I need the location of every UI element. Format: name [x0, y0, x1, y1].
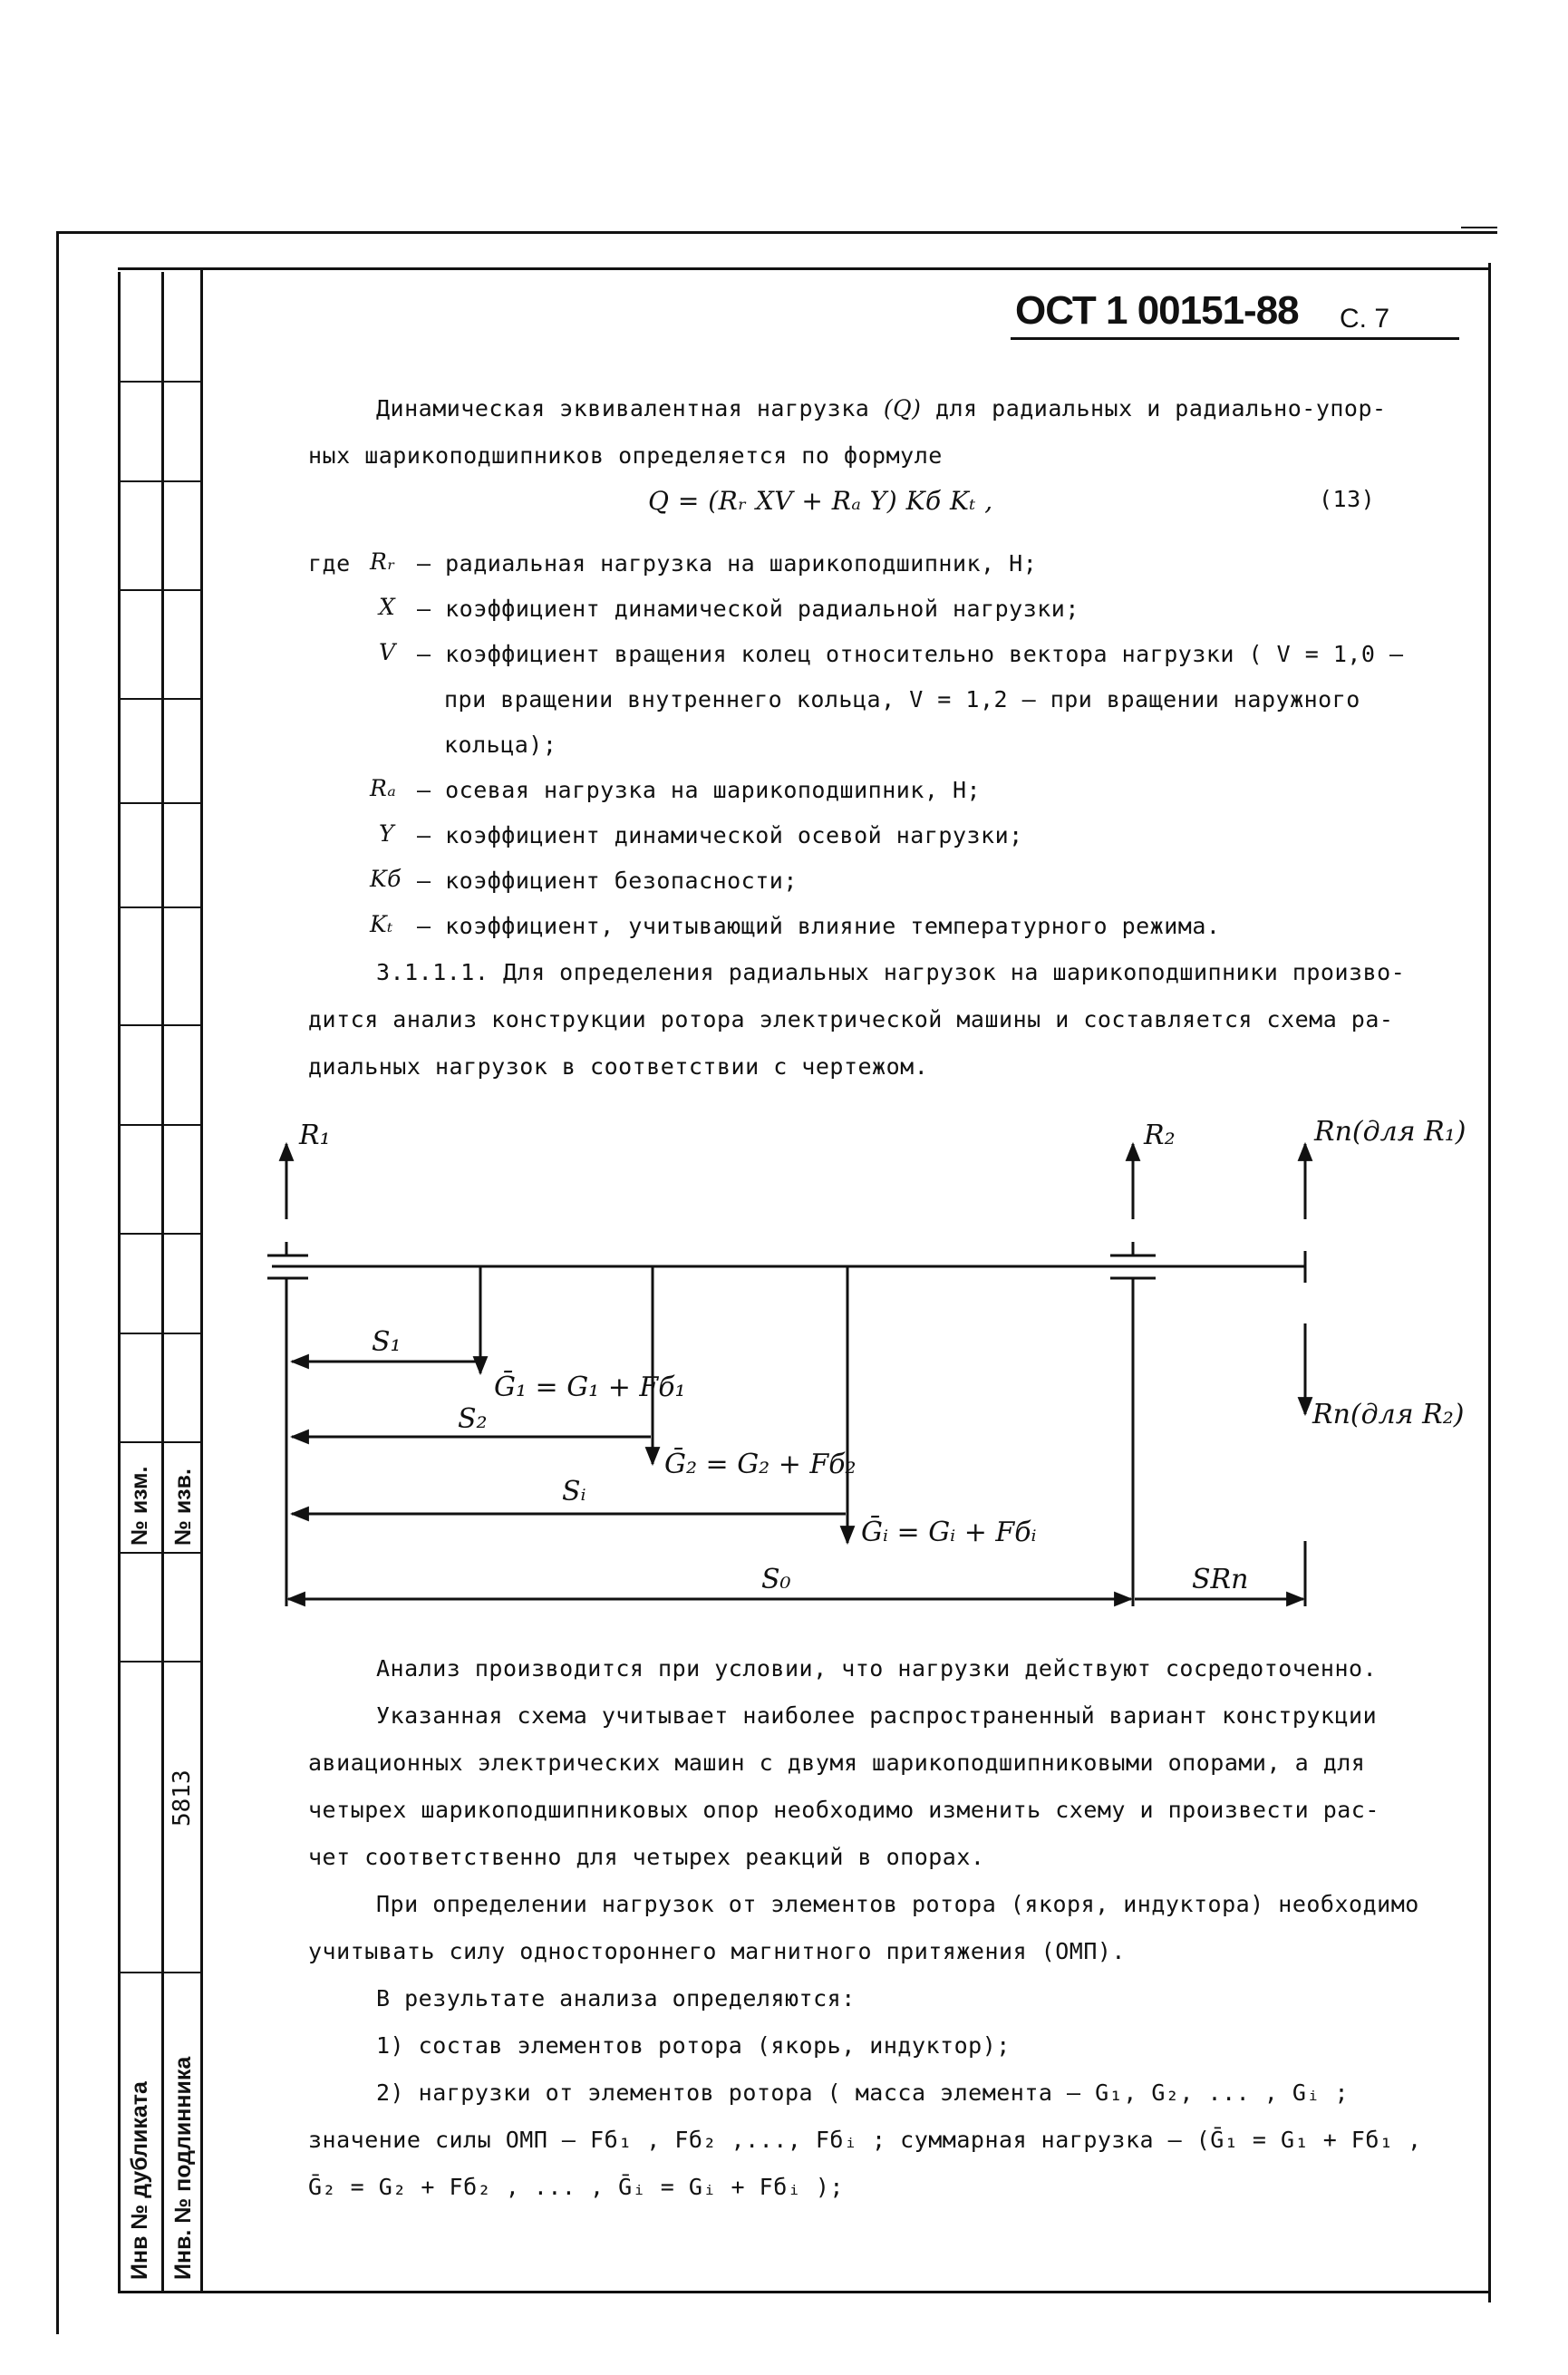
def-text-kb: – коэффициент безопасности;: [417, 868, 798, 894]
formula-13: Q = (Rᵣ XV + Rₐ Y) Kб Kₜ ,: [648, 486, 993, 516]
side-inv-podl-label: Инв. № подлинника: [170, 2056, 196, 2280]
after-line-10: 2) нагрузки от элементов ротора ( масса элемента – G₁, G₂, ... , Gᵢ ;: [376, 2079, 1350, 2106]
after-line-4: четырех шарикоподшипниковых опор необходимо изменить схему и произвести рас-: [308, 1797, 1379, 1823]
after-line-9: 1) состав элементов ротора (якорь, индуктор);: [376, 2032, 1011, 2059]
para-3111-line-3: диальных нагрузок в соответствии с чертежом.: [308, 1053, 929, 1080]
label-g1: Ḡ₁ = G₁ + Fб₁: [494, 1372, 686, 1403]
page-number: С. 7: [1340, 304, 1390, 334]
after-line-6: При определении нагрузок от элементов ротора (якоря, индуктора) необходимо: [376, 1891, 1419, 1917]
side-number: 5813: [169, 1769, 196, 1827]
document-code: ОСТ 1 00151-88: [1015, 288, 1299, 333]
intro-symbol-q: (Q): [883, 395, 922, 422]
label-g2: Ḡ₂ = G₂ + Fб₂: [664, 1449, 857, 1480]
after-line-1: Анализ производится при условии, что нагрузки действуют сосредоточенно.: [376, 1655, 1378, 1682]
after-line-3: авиационных электрических машин с двумя шарикоподшипниковыми опорами, а для: [308, 1750, 1366, 1776]
def-sym-rr: Rᵣ: [370, 548, 396, 575]
def-text-v-cont2: кольца);: [444, 732, 557, 758]
def-sym-kb: Kб: [370, 866, 402, 892]
side-inv-dubl-label: Инв № дубликата: [127, 2081, 152, 2280]
label-r1: R₁: [299, 1120, 331, 1151]
intro-line-2: ных шарикоподшипников определяется по формуле: [308, 442, 943, 469]
def-text-v-cont1: при вращении внутреннего кольца, V = 1,2 – при вращении наружного: [444, 686, 1360, 712]
def-text-y: – коэффициент динамической осевой нагрузки;: [417, 822, 1023, 848]
def-sym-ra: Rₐ: [370, 775, 397, 801]
label-si: Sᵢ: [562, 1476, 586, 1507]
def-text-x: – коэффициент динамической радиальной нагрузки;: [417, 596, 1079, 622]
para-3111-line-2: дится анализ конструкции ротора электрической машины и составляется схема ра-: [308, 1006, 1394, 1032]
label-s0: S₀: [761, 1564, 791, 1595]
side-izv-label: № изв.: [170, 1469, 196, 1546]
after-line-12: Ḡ₂ = G₂ + Fб₂ , ... , Ḡᵢ = Gᵢ + Fбᵢ );: [308, 2174, 844, 2200]
label-rp1: Rп(для R₁): [1314, 1116, 1466, 1148]
intro-text-a: Динамическая эквивалентная нагрузка: [376, 395, 870, 422]
after-line-2: Указанная схема учитывает наиболее распространенный вариант конструкции: [376, 1702, 1378, 1729]
after-line-7: учитывать силу одностороннего магнитного притяжения (ОМП).: [308, 1938, 1126, 1964]
intro-text-b: для радиальных и радиально-упор-: [934, 395, 1387, 422]
def-sym-x: X: [379, 594, 396, 620]
def-text-ra: – осевая нагрузка на шарикоподшипник, Н;: [417, 777, 982, 803]
def-sym-y: Y: [379, 820, 395, 847]
after-line-11: значение силы ОМП – Fб₁ , Fб₂ ,..., Fбᵢ ; суммарная нагрузка – (Ḡ₁ = G₁ + Fб₁ ,: [308, 2127, 1422, 2153]
label-rp2: Rп(для R₂): [1312, 1399, 1465, 1430]
after-line-5: чет соответственно для четырех реакций в опорах.: [308, 1844, 985, 1870]
label-r2: R₂: [1144, 1120, 1176, 1151]
def-text-v: – коэффициент вращения колец относительно вектора нагрузки ( V = 1,0 –: [417, 641, 1404, 667]
label-s2: S₂: [458, 1403, 488, 1435]
para-3111-line-1: 3.1.1.1. Для определения радиальных нагрузок на шарикоподшипники произво-: [376, 959, 1406, 985]
def-text-rr: – радиальная нагрузка на шарикоподшипник, Н;: [417, 550, 1038, 577]
def-text-kt: – коэффициент, учитывающий влияние температурного режима.: [417, 913, 1221, 939]
label-gi: Ḡᵢ = Gᵢ + Fбᵢ: [861, 1517, 1037, 1548]
side-izm-label: № изм.: [127, 1466, 152, 1546]
label-s1: S₁: [372, 1326, 402, 1358]
after-line-8: В результате анализа определяются:: [376, 1985, 856, 2011]
formula-number: (13): [1319, 486, 1376, 512]
label-srp: SRп: [1192, 1564, 1249, 1595]
def-sym-kt: Kₜ: [370, 911, 393, 937]
def-sym-v: V: [379, 639, 396, 665]
where-label: где: [308, 550, 351, 577]
